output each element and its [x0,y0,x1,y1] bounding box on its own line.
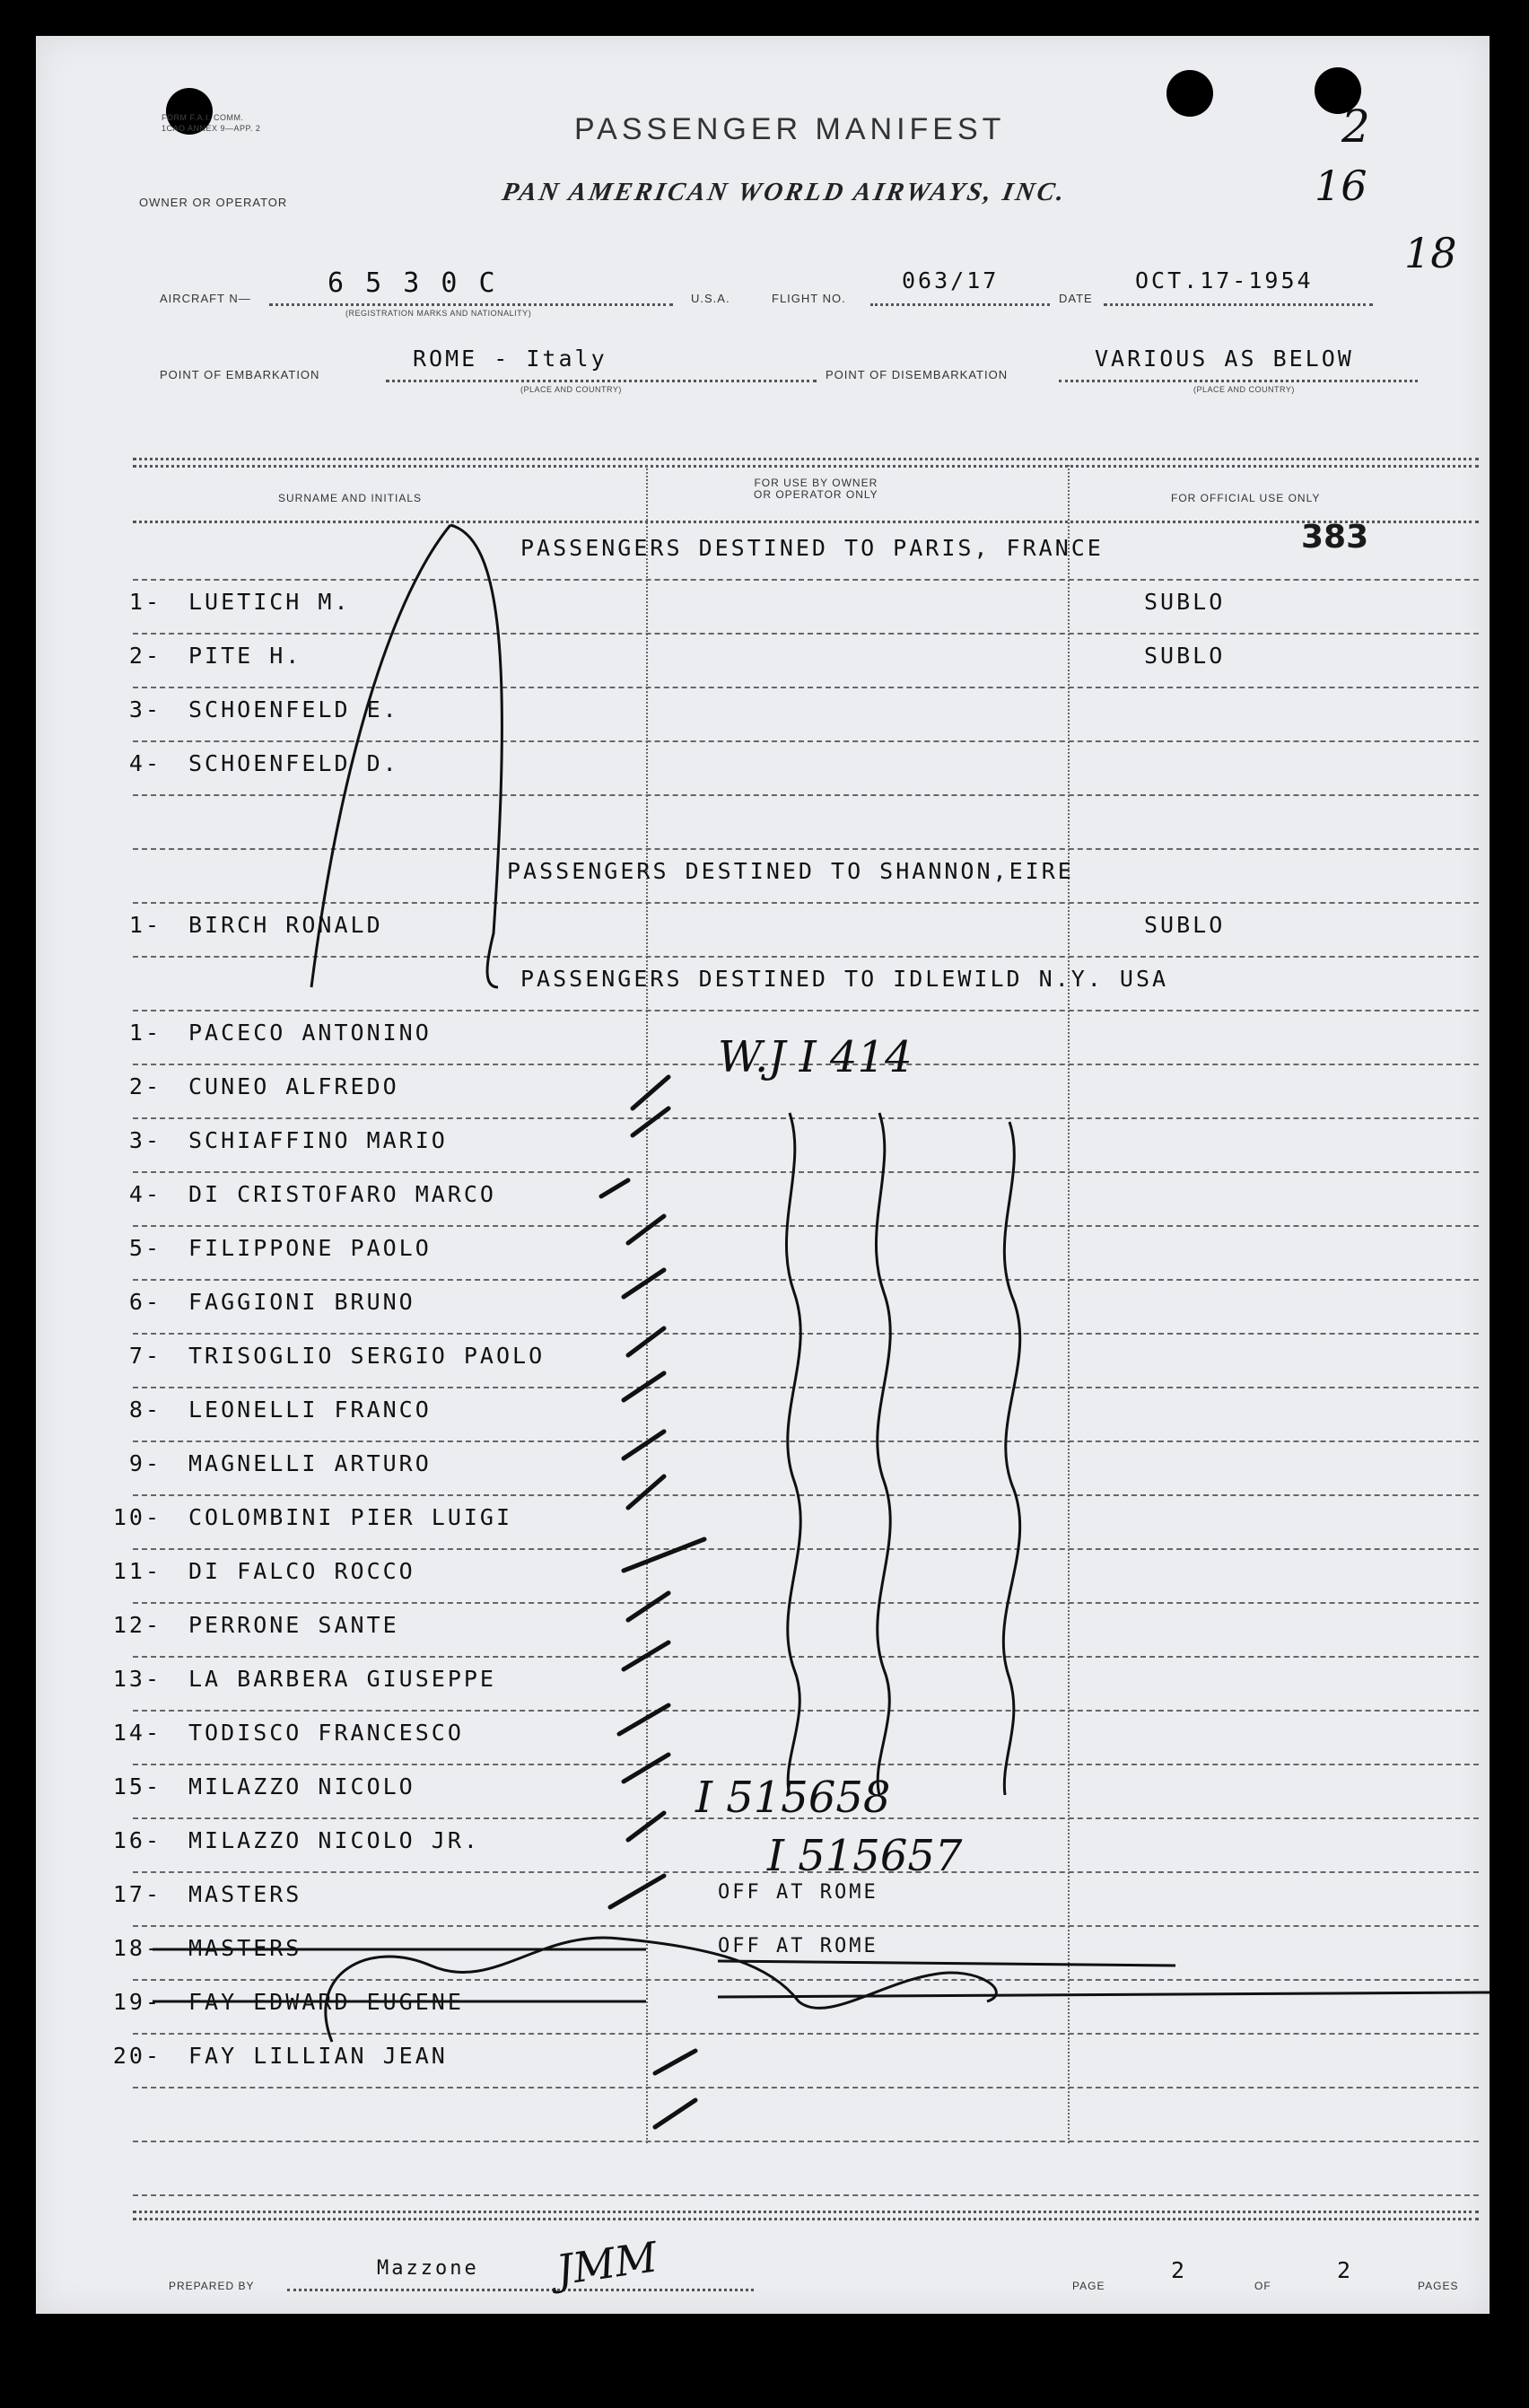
passenger-row [108,1612,399,1638]
passenger-row [108,696,399,722]
ruled-line [133,1656,1479,1658]
aircraft-value: 6 5 3 0 C [328,267,498,299]
row-number: 18- [112,1935,162,1961]
section-heading: PASSENGERS DESTINED TO IDLEWILD N.Y. USA [520,966,1169,992]
passenger-row [108,1127,448,1153]
ruled-line [133,1764,1479,1765]
disembarkation-value: VARIOUS AS BELOW [1095,346,1354,372]
stamp-number: 383 [1301,519,1369,556]
passenger-name: MILAZZO NICOLO JR. [188,1827,480,1853]
date-underline [1104,303,1373,306]
row-number: 8- [128,1397,162,1423]
page-mark-mid: 16 [1315,162,1367,210]
row-number: 2- [128,1073,162,1099]
ruled-line [133,1387,1479,1388]
passenger-row [108,1666,496,1692]
disembarkation-underline [1059,380,1418,382]
row-number: 7- [128,1343,162,1369]
ruled-line [133,1440,1479,1442]
ruled-line [133,1548,1479,1550]
passenger-name: MASTERS [188,1935,302,1961]
ruled-line [133,1494,1479,1496]
of-value: 2 [1337,2257,1354,2283]
manifest-sheet [36,36,1490,2314]
passenger-row [108,1720,464,1746]
passenger-name: PERRONE SANTE [188,1612,399,1638]
passenger-row [108,1181,496,1207]
row-number: 16- [112,1827,162,1853]
official-use-entry: SUBLO [1144,643,1226,669]
owner-note: OFF AT ROME [718,1935,878,1957]
passenger-name: SCHOENFELD E. [188,696,399,722]
row-number: 19- [112,1989,162,2015]
passenger-name: DI FALCO ROCCO [188,1558,415,1584]
table-top-rule-2 [133,465,1479,468]
ruled-line [133,1171,1479,1173]
aircraft-sublabel: (REGISTRATION MARKS AND NATIONALITY) [345,309,532,318]
passenger-name: FAY LILLIAN JEAN [188,2043,448,2069]
embarkation-value: ROME - Italy [413,346,607,372]
ruled-line [133,1279,1479,1281]
passenger-row [108,643,301,669]
column-header-surname: SURNAME AND INITIALS [278,492,423,504]
handwritten-code-row-15: I 515658 [695,1773,891,1823]
row-number: 11- [112,1558,162,1584]
ruled-line [133,1333,1479,1335]
company-name: PAN AMERICAN WORLD AIRWAYS, INC. [500,178,1070,206]
passenger-row [108,589,351,615]
passenger-name: BIRCH RONALD [188,912,383,938]
ruled-line [133,687,1479,688]
embarkation-underline [386,380,817,382]
passenger-name: FILIPPONE PAOLO [188,1235,432,1261]
row-number: 1- [128,1020,162,1046]
ruled-line [133,740,1479,742]
usa-label: U.S.A. [691,292,730,305]
passenger-name: MAGNELLI ARTURO [188,1450,432,1476]
row-number: 12- [112,1612,162,1638]
aircraft-underline [269,303,673,306]
date-value: OCT.17-1954 [1135,267,1314,293]
ruled-line [133,794,1479,796]
passenger-row [108,1235,432,1261]
punch-hole-mid [1166,70,1213,117]
row-number: 1- [128,912,162,938]
page-mark-top: 2 [1341,101,1370,153]
prepared-by-label: PREPARED BY [169,2280,255,2292]
passenger-row [108,1935,301,1961]
disembarkation-label: POINT OF DISEMBARKATION [826,368,1009,381]
ruled-line [133,1117,1479,1119]
row-number: 14- [112,1720,162,1746]
handwritten-code-row-16: I 515657 [767,1831,963,1881]
passenger-row [108,1343,545,1369]
passenger-row [108,750,399,776]
handwritten-stamp-code: W.J I 414 [718,1032,913,1082]
passenger-name: FAY EDWARD EUGENE [188,1989,464,2015]
passenger-row [108,1773,415,1799]
passenger-name: PACECO ANTONINO [188,1020,432,1046]
ditto-lines [786,1113,1019,1795]
passenger-name: LA BARBERA GIUSEPPE [188,1666,496,1692]
passenger-name: TODISCO FRANCESCO [188,1720,464,1746]
passenger-row [108,1073,399,1099]
row-number: 4- [128,1181,162,1207]
footer-rule-1 [133,2211,1479,2213]
row-number: 2- [128,643,162,669]
passenger-row [108,1827,480,1853]
passenger-row [108,1504,512,1530]
footer-rule-2 [133,2218,1479,2220]
ruled-line [133,633,1479,635]
section-heading: PASSENGERS DESTINED TO PARIS, FRANCE [520,535,1104,561]
passenger-row [108,1289,415,1315]
passenger-name: SCHOENFELD D. [188,750,399,776]
ruled-line [133,848,1479,850]
row-number: 20- [112,2043,162,2069]
official-use-entry: SUBLO [1144,589,1226,615]
official-use-entry: SUBLO [1144,912,1226,938]
page-label: PAGE [1072,2280,1105,2292]
ruled-line [133,1979,1479,1981]
ruled-line [133,2087,1479,2088]
signature-initials: JMM [553,2232,660,2295]
prepared-by-value: Mazzone [377,2257,479,2280]
ruled-line [133,1225,1479,1227]
ruled-line [133,2141,1479,2142]
section-heading: PASSENGERS DESTINED TO SHANNON,EIRE [507,858,1074,884]
form-reference: FORM F.A.I. COMM. 1CAO ANNEX 9—APP. 2 [162,113,261,133]
manifest-title: PASSENGER MANIFEST [574,112,1006,146]
row-number: 15- [112,1773,162,1799]
row-number: 5- [128,1235,162,1261]
column-header-official-use: FOR OFFICIAL USE ONLY [1171,492,1321,504]
passenger-name: LUETICH M. [188,589,351,615]
row-number: 1- [128,589,162,615]
column-divider-1 [646,465,648,2143]
ruled-line [133,2194,1479,2196]
disembarkation-sublabel: (PLACE AND COUNTRY) [1193,385,1295,394]
passenger-name: PITE H. [188,643,302,669]
passenger-name: CUNEO ALFREDO [188,1073,399,1099]
row-number: 9- [128,1450,162,1476]
passenger-row [108,912,383,938]
pages-label: PAGES [1418,2280,1459,2292]
passenger-row [108,1558,415,1584]
passenger-name: MASTERS [188,1881,302,1907]
passenger-row [108,1450,432,1476]
row-number: 4- [128,750,162,776]
owner-operator-label: OWNER OR OPERATOR [139,196,288,209]
page-value: 2 [1171,2257,1188,2283]
passenger-row [108,1881,301,1907]
ruled-line [133,1925,1479,1927]
ruled-line [133,1010,1479,1011]
row-number: 13- [112,1666,162,1692]
passenger-row [108,1397,432,1423]
row-number: 3- [128,696,162,722]
row-number: 3- [128,1127,162,1153]
passenger-row [108,1989,464,2015]
passenger-row [108,2043,448,2069]
prepared-by-underline [287,2289,754,2291]
passenger-row [108,1020,432,1046]
flight-underline [870,303,1050,306]
column-divider-2 [1068,465,1070,2143]
owner-note: OFF AT ROME [718,1881,878,1904]
flight-label: FLIGHT NO. [772,292,846,305]
ruled-line [133,2033,1479,2035]
passenger-name: TRISOGLIO SERGIO PAOLO [188,1343,546,1369]
date-label: DATE [1059,292,1093,305]
of-label: OF [1254,2280,1271,2292]
ruled-line [133,902,1479,904]
ruled-line [133,1602,1479,1604]
row-number: 17- [112,1881,162,1907]
passenger-name: MILAZZO NICOLO [188,1773,415,1799]
row-number: 10- [112,1504,162,1530]
page-mark-bottom: 18 [1404,229,1457,277]
table-top-rule-1 [133,458,1479,460]
embarkation-sublabel: (PLACE AND COUNTRY) [520,385,622,394]
column-header-owner-use: FOR USE BY OWNER OR OPERATOR ONLY [754,477,878,501]
ruled-line [133,579,1479,581]
passenger-name: FAGGIONI BRUNO [188,1289,415,1315]
flight-value: 063/17 [902,267,1000,293]
passenger-name: COLOMBINI PIER LUIGI [188,1504,513,1530]
ruled-line [133,956,1479,958]
passenger-name: SCHIAFFINO MARIO [188,1127,448,1153]
row-number: 6- [128,1289,162,1315]
passenger-name: DI CRISTOFARO MARCO [188,1181,496,1207]
aircraft-label: AIRCRAFT N— [160,292,251,305]
embarkation-label: POINT OF EMBARKATION [160,368,320,381]
passenger-name: LEONELLI FRANCO [188,1397,432,1423]
header-bottom-rule [133,521,1479,523]
ruled-line [133,1710,1479,1712]
